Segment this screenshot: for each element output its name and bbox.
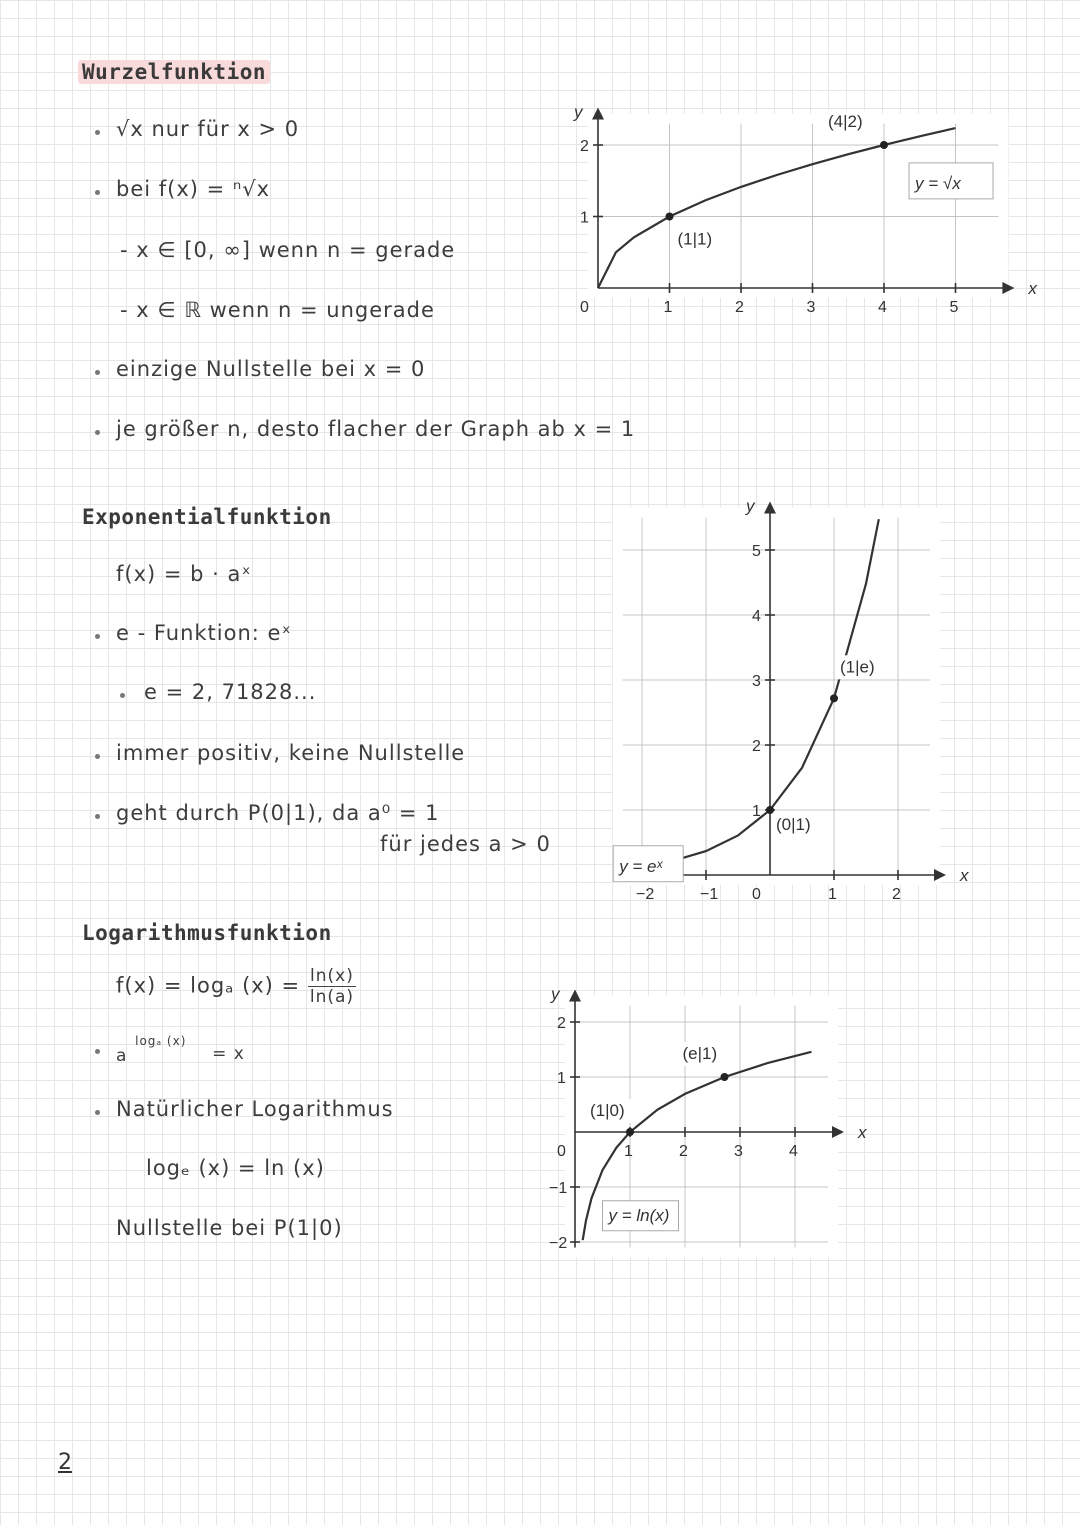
root-line-6: je größer n, desto flacher der Graph ab x = 1 bbox=[116, 417, 636, 441]
root-line-5: einzige Nullstelle bei x = 0 bbox=[116, 357, 426, 381]
y-tick-label: 1 bbox=[580, 209, 589, 227]
y-tick-label: −2 bbox=[549, 1235, 568, 1252]
point-marker bbox=[666, 213, 674, 221]
log-identity-base: a bbox=[116, 1046, 128, 1066]
heading-logarithmusfunktion: Logarithmusfunktion bbox=[82, 921, 332, 945]
bullet bbox=[95, 754, 100, 759]
point-marker bbox=[830, 694, 838, 702]
log-identity-rest: = x bbox=[212, 1044, 245, 1064]
point-marker bbox=[626, 1128, 634, 1136]
log-formula: f(x) = logₐ (x) = bbox=[116, 973, 301, 998]
root-line-4: - x ∈ ℝ wenn n = ungerade bbox=[120, 298, 435, 322]
log-identity-exponent: logₐ (x) bbox=[135, 1034, 187, 1048]
root-line-1: √x nur für x > 0 bbox=[116, 117, 300, 141]
exp-line-2: e - Funktion: eˣ bbox=[116, 621, 292, 645]
x-tick-label: −2 bbox=[636, 886, 655, 903]
heading-wurzelfunktion: Wurzelfunktion bbox=[78, 60, 270, 84]
ln-chart bbox=[530, 980, 867, 1260]
point-marker bbox=[880, 141, 888, 149]
x-tick-label: 4 bbox=[789, 1143, 798, 1160]
y-tick-label: 5 bbox=[752, 543, 761, 560]
exp-line-6: für jedes a > 0 bbox=[380, 832, 551, 856]
x-axis-arrow bbox=[1002, 282, 1014, 294]
y-tick-label: 1 bbox=[557, 1070, 566, 1087]
point-marker bbox=[720, 1073, 728, 1081]
x-tick-label: 1 bbox=[624, 1143, 633, 1160]
origin-label: 0 bbox=[752, 886, 761, 903]
x-tick-label: 2 bbox=[679, 1143, 688, 1160]
point-label: (e|1) bbox=[682, 1044, 718, 1063]
log-fraction-denominator: ln(a) bbox=[309, 987, 355, 1007]
bullet bbox=[95, 814, 100, 819]
x-tick-label: −1 bbox=[700, 886, 719, 903]
log-line-2 bbox=[116, 1030, 245, 1066]
exp-line-1: f(x) = b · aˣ bbox=[116, 562, 252, 586]
y-axis-label: y bbox=[574, 102, 583, 122]
bullet bbox=[95, 370, 100, 375]
bullet bbox=[95, 1049, 100, 1054]
point-label: (0|1) bbox=[776, 815, 811, 834]
x-tick-label: 3 bbox=[806, 299, 816, 316]
log-line-4: logₑ (x) = ln (x) bbox=[146, 1156, 325, 1180]
log-fraction bbox=[308, 966, 356, 1007]
x-tick-label: 5 bbox=[949, 299, 959, 316]
x-tick-label: 2 bbox=[892, 886, 901, 903]
function-label: y = eˣ bbox=[619, 856, 663, 876]
y-tick-label: −1 bbox=[549, 1180, 568, 1197]
x-tick-label: 3 bbox=[734, 1143, 743, 1160]
x-tick-label: 2 bbox=[735, 299, 744, 316]
bullet bbox=[95, 1110, 100, 1115]
page-number: 2 bbox=[58, 1450, 72, 1475]
root-line-3: - x ∈ [0, ∞] wenn n = gerade bbox=[120, 238, 456, 262]
y-tick-label: 2 bbox=[557, 1015, 566, 1032]
exp-line-4: immer positiv, keine Nullstelle bbox=[116, 741, 466, 765]
y-tick-label: 2 bbox=[580, 138, 589, 155]
exp-line-3: e = 2, 71828... bbox=[144, 680, 317, 704]
exp-chart bbox=[600, 496, 1000, 920]
heading-exponentialfunktion: Exponentialfunktion bbox=[82, 505, 332, 529]
x-axis-label: x bbox=[858, 1123, 867, 1142]
point-marker bbox=[766, 806, 774, 814]
x-axis-label: x bbox=[960, 866, 969, 885]
log-fraction-numerator: ln(x) bbox=[308, 966, 356, 987]
exp-line-5: geht durch P(0|1), da a⁰ = 1 bbox=[116, 801, 440, 825]
bullet bbox=[120, 693, 125, 698]
function-label: y = ln(x) bbox=[608, 1205, 670, 1225]
sqrt-chart bbox=[540, 90, 1040, 330]
y-tick-label: 1 bbox=[752, 803, 761, 820]
x-tick-label: 1 bbox=[828, 886, 837, 903]
point-label: (1|e) bbox=[840, 657, 875, 677]
x-tick-label: 4 bbox=[878, 299, 887, 316]
log-line-3: Natürlicher Logarithmus bbox=[116, 1097, 394, 1121]
x-tick-label: 1 bbox=[663, 299, 673, 316]
y-tick-label: 3 bbox=[752, 673, 761, 690]
y-axis-label: y bbox=[746, 496, 755, 516]
log-line-1 bbox=[116, 966, 356, 1007]
y-axis-label: y bbox=[551, 984, 560, 1004]
bullet bbox=[95, 190, 100, 195]
y-tick-label: 4 bbox=[752, 608, 761, 625]
point-label: (1|0) bbox=[590, 1101, 625, 1120]
origin-label: 0 bbox=[580, 299, 589, 316]
point-label: (4|2) bbox=[828, 112, 863, 131]
bullet bbox=[95, 634, 100, 639]
point-label: (1|1) bbox=[677, 229, 713, 249]
log-line-5: Nullstelle bei P(1|0) bbox=[116, 1216, 343, 1240]
y-tick-label: 2 bbox=[752, 738, 761, 755]
root-line-2: bei f(x) = ⁿ√x bbox=[116, 177, 271, 201]
origin-label: 0 bbox=[557, 1143, 566, 1160]
function-label: y = √x bbox=[915, 173, 961, 193]
bullet bbox=[95, 430, 100, 435]
chart-background bbox=[588, 114, 1008, 298]
x-axis-label: x bbox=[1028, 279, 1037, 298]
bullet bbox=[95, 130, 100, 135]
